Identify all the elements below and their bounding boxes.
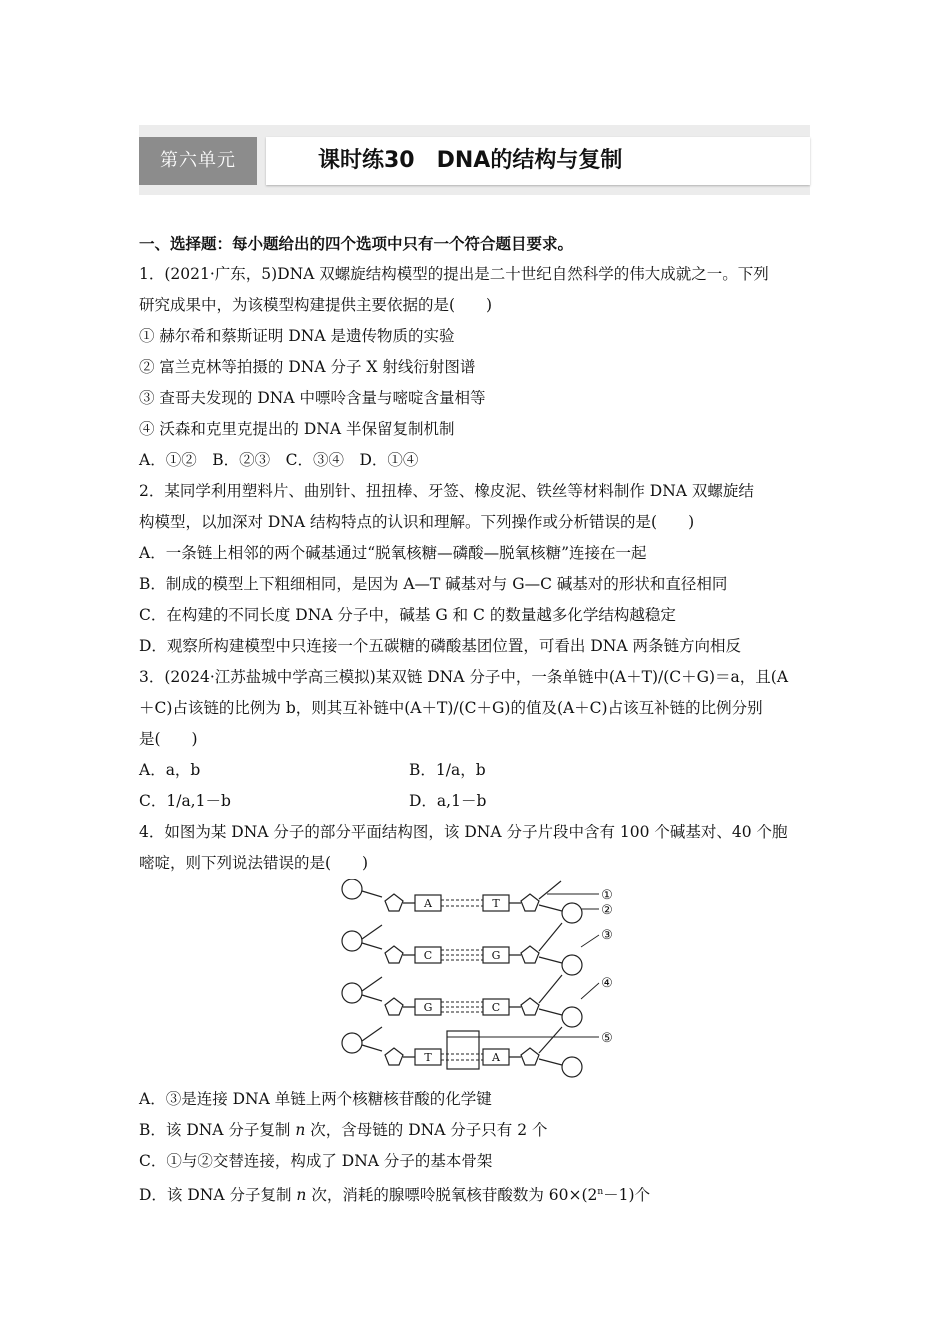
q3-stem-line2: ＋C)占该链的比例为 b，则其互补链中(A＋T)/(C＋G)的值及(A＋C)占该互补链的比例分别	[139, 699, 763, 717]
sugar-base-bond	[509, 903, 521, 1057]
q3-stem-line1: 3．(2024·江苏盐城中学高三模拟)某双链 DNA 分子中，一条单链中(A＋T)/(C＋G)＝a，且(A	[139, 668, 789, 686]
q1-item-1: ① 赫尔希和蔡斯证明 DNA 是遗传物质的实验	[139, 327, 455, 345]
q1-options: A．①② B．②③ C．③④ D．①④	[139, 451, 419, 469]
exponent-n: n	[597, 1187, 604, 1197]
dna-diagram-svg	[337, 879, 627, 1079]
q4-option-c: C．①与②交替连接，构成了 DNA 分子的基本骨架	[139, 1152, 493, 1170]
q1-stem-line1: 1．(2021·广东，5)DNA 双螺旋结构模型的提出是二十世纪自然科学的伟大成就之一。下列	[139, 265, 769, 283]
deoxyribose-sugar	[385, 894, 403, 911]
phosphate-circle	[342, 1033, 362, 1053]
sugar-base-bond	[403, 903, 415, 1057]
base-letter: C	[423, 949, 433, 962]
q4-option-b-post: 次，含母链的 DNA 分子只有 2 个	[305, 1121, 548, 1139]
deoxyribose-sugar	[521, 894, 539, 911]
marker-3: ③	[601, 928, 613, 943]
base-letter: T	[424, 1051, 432, 1064]
phosphate-circle	[562, 903, 582, 923]
q4-stem-line1: 4．如图为某 DNA 分子的部分平面结构图，该 DNA 分子片段中含有 100 个碱基对、40 个胞	[139, 823, 788, 841]
deoxyribose-sugar	[521, 946, 539, 963]
q1-stem-line2: 研究成果中，为该模型构建提供主要依据的是( )	[139, 296, 493, 314]
base-letter: C	[491, 1001, 501, 1014]
q4-option-d	[139, 1177, 811, 1211]
q3-options-row2	[139, 786, 811, 817]
q4-option-d-post: －1)个	[603, 1186, 651, 1205]
q4-option-a: A．③是连接 DNA 单链上两个核糖核苷酸的化学键	[139, 1090, 492, 1108]
backbone-bond	[362, 891, 382, 1051]
q4-option-d-mid: 次，消耗的腺嘌呤脱氧核苷酸数为 60×(2	[306, 1186, 598, 1205]
phosphate-circle	[342, 983, 362, 1003]
q3-option-b: B．1/a，b	[409, 761, 486, 779]
phosphate-circle	[562, 1007, 582, 1027]
q3-options-row1	[139, 755, 811, 786]
hydrogen-bond	[441, 950, 483, 960]
q4-option-d-pre: D．该 DNA 分子复制	[139, 1186, 297, 1205]
q3-stem-line3: 是( )	[139, 730, 198, 748]
page-title: 课时练30 DNA的结构与复制	[318, 148, 623, 173]
deoxyribose-sugar	[385, 1048, 403, 1065]
base-letter: A	[492, 1051, 500, 1064]
q2-option-d: D．观察所构建模型中只连接一个五碳糖的磷酸基团位置，可看出 DNA 两条链方向相反	[139, 637, 741, 655]
q1-item-2: ② 富兰克林等拍摄的 DNA 分子 X 射线衍射图谱	[139, 358, 476, 376]
q2-stem-line2: 构模型，以加深对 DNA 结构特点的认识和理解。下列操作或分析错误的是( )	[139, 513, 695, 531]
q1-item-4: ④ 沃森和克里克提出的 DNA 半保留复制机制	[139, 420, 455, 438]
q2-option-a: A．一条链上相邻的两个碱基通过“脱氧核糖—磷酸—脱氧核糖”连接在一起	[139, 544, 647, 562]
hydrogen-bond	[441, 1002, 483, 1012]
q2-stem-line1: 2．某同学利用塑料片、曲别针、扭扭棒、牙签、橡皮泥、铁丝等材料制作 DNA 双螺旋结	[139, 482, 754, 500]
q3-option-a: A．a，b	[139, 761, 201, 779]
q4-stem-line2: 嘧啶，则下列说法错误的是( )	[139, 854, 369, 872]
q2-option-b: B．制成的模型上下粗细相同，是因为 A—T 碱基对与 G—C 碱基对的形状和直径相同	[139, 575, 728, 593]
base-letter: G	[491, 949, 501, 962]
deoxyribose-sugar	[385, 998, 403, 1015]
phosphate-circle	[562, 1057, 582, 1077]
variable-n: n	[295, 1121, 306, 1139]
variable-n: n	[296, 1186, 307, 1205]
base-letter: G	[423, 1001, 433, 1014]
marker-2: ②	[601, 903, 613, 918]
deoxyribose-sugar	[521, 998, 539, 1015]
section-title: 一、选择题：每小题给出的四个选项中只有一个符合题目要求。	[139, 234, 574, 253]
q2-option-c: C．在构建的不同长度 DNA 分子中，碱基 G 和 C 的数量越多化学结构越稳定	[139, 606, 676, 624]
q3-option-c: C．1/a,1－b	[139, 792, 231, 810]
q4-option-b-pre: B．该 DNA 分子复制	[139, 1121, 296, 1139]
q1-item-3: ③ 查哥夫发现的 DNA 中嘌呤含量与嘧啶含量相等	[139, 389, 486, 407]
base-letter: T	[492, 897, 500, 910]
deoxyribose-sugar	[521, 1048, 539, 1065]
q4-option-b	[139, 1115, 811, 1146]
base-letter: A	[424, 897, 432, 910]
deoxyribose-sugar	[385, 946, 403, 963]
marker-5: ⑤	[601, 1031, 613, 1046]
q3-option-d: D．a,1－b	[409, 792, 487, 810]
hydrogen-bond	[441, 900, 483, 906]
phosphate-circle	[342, 931, 362, 951]
phosphate-circle	[562, 955, 582, 975]
marker-1: ①	[601, 888, 613, 903]
marker-4: ④	[601, 976, 613, 991]
dna-structure-diagram	[139, 879, 811, 1084]
phosphate-circle	[342, 879, 362, 899]
worksheet-content	[139, 228, 811, 1211]
unit-label: 第六单元	[139, 137, 257, 185]
